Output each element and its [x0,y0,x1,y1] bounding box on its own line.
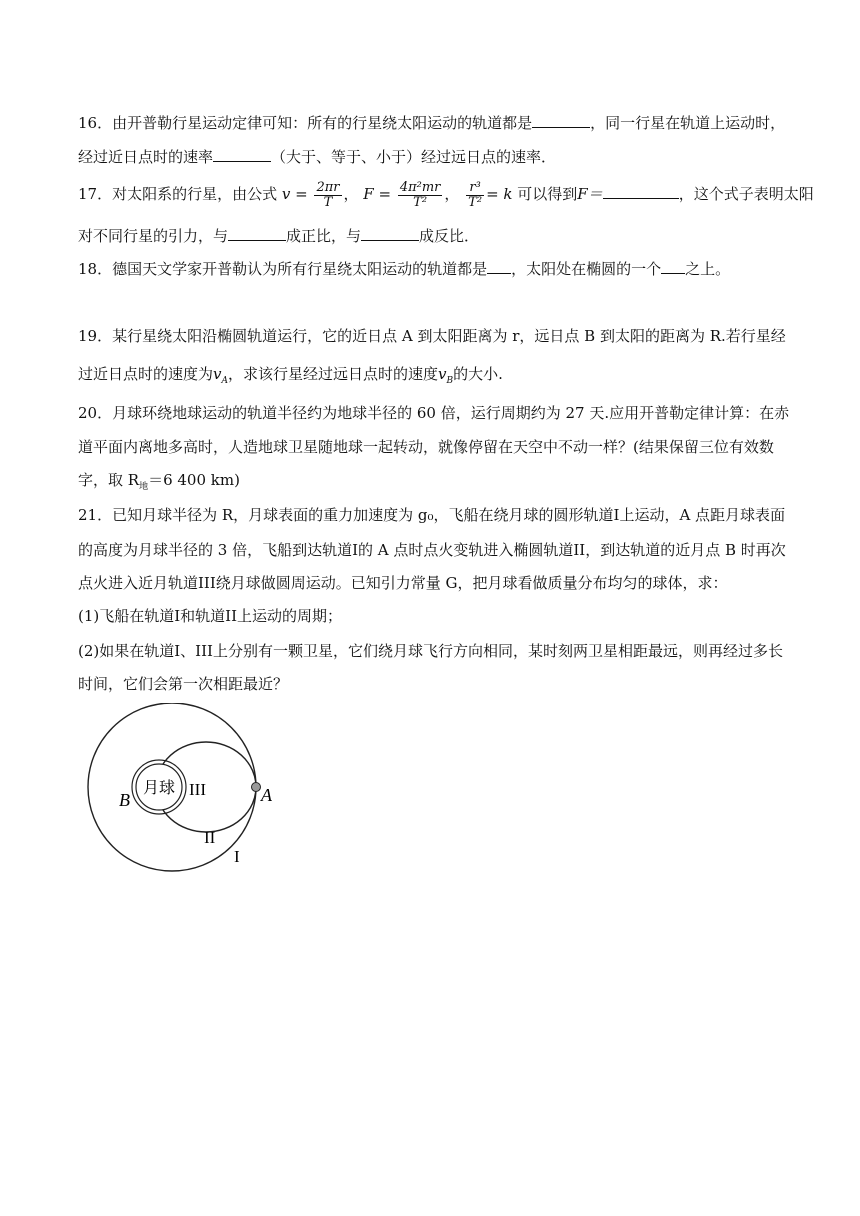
q17-blank-1 [603,184,679,199]
q17-text-e: 对不同行星的引力，与 [78,227,229,245]
q18-blank-1 [487,259,511,274]
q20-text-a: 字，取 R [78,471,140,489]
q17-F-eq: F = [363,185,392,203]
q21-line3: 点火进入近月轨道III绕月球做圆周运动。已知引力常量 G，把月球看做质量分布均匀的球体，求： [78,574,728,592]
q17-mid: 可以得到 [517,185,578,203]
q20-line3 [78,470,778,497]
q19-text-c: 的大小. [453,365,503,383]
q16-text-d: （大于、等于、小于）经过远日点的速率． [271,148,557,166]
q19-vB-sub: B [446,376,454,386]
q19-text-a: 过近日点时的速度为 [78,365,214,383]
q16-blank-1 [532,113,590,128]
q16-blank-2 [213,147,271,162]
q17-F-num: 4π²mr [399,179,441,195]
q17-F-den: T² [413,194,428,210]
q16-line1 [78,113,786,133]
moon-label: 月球 [142,778,176,797]
q21-part2-line1: (2)如果在轨道I、III上分别有一颗卫星，它们绕月球飞行方向相同，某时刻两卫星相距最远，则再经过多长 [78,642,783,660]
point-A-dot [252,783,261,792]
q20-line1: 20．月球环绕地球运动的轨道半径约为地球半径的 60 倍，运行周期约为 27 天.应用开普勒定律计算：在赤 [78,404,790,422]
q18-line [78,259,778,279]
q17-v-num: 2πr [316,179,340,195]
q20-line2: 道平面内离地多高时，人造地球卫星随地球一起转动，就像停留在天空中不动一样？(结果保留三位有效数 [78,438,774,456]
q20-text-b: ＝6 400 km) [148,471,240,489]
label-II: II [204,828,216,847]
q16-text-c: 经过近日点时的速率 [78,148,214,166]
q18-text-c: 之上。 [685,260,731,278]
q17-k-den: T² [468,194,483,210]
label-III: III [189,780,206,799]
q21-part2-line2: 时间，它们会第一次相距最近？ [78,675,289,693]
q17-v-den: T [323,194,333,210]
q20-sub: 地 [139,482,149,492]
q17-k-eq: = k [486,185,513,203]
q17-blank-2 [228,226,286,241]
q17-line1: 17．对太阳系的行星，由公式 v = $\frac{2\pi r}{T}$ ， F = $\frac{\text{4π²mr}}{\text{T²}}$ ， $\frac{\text{r³}}{\text{T²}}$ = k 可以得到F＝ ，这个式子表明太阳 [78,179,814,210]
q19-vB: v [438,365,447,383]
label-I: I [234,847,240,866]
q17-v-fraction [314,181,341,210]
q19-line1: 19．某行星绕太阳沿椭圆轨道运行，它的近日点 A 到太阳距离为 r，远日点 B 到太阳的距离为 R.若行星经 [78,327,786,345]
q18-text-b: ，太阳处在椭圆的一个 [511,260,662,278]
q16-line2 [78,147,778,167]
q17-blank-3 [361,226,419,241]
q19-vA-sub: A [221,376,228,386]
q16-text-b: ，同一行星在轨道上运动时， [590,114,786,132]
q16-text-a: 16．由开普勒行星运动定律可知：所有的行星绕太阳运动的轨道都是 [78,114,533,132]
q19-text-b: ，求该行星经过远日点时的速度 [228,365,439,383]
q17-lead: 17．对太阳系的行星，由公式 [78,185,278,203]
q21-line2: 的高度为月球半径的 3 倍，飞船到达轨道I的 A 点时点火变轨进入椭圆轨道II，到达轨道的近月点 B 时再次 [78,541,786,559]
label-A: A [261,785,272,805]
q21-line1: 21．已知月球半径为 R，月球表面的重力加速度为 g₀，飞船在绕月球的圆形轨道I上运动，A 点距月球表面 [78,506,786,524]
orbit-diagram [82,703,272,883]
q17-text-f: 成正比，与 [286,227,362,245]
q17-tail: ，这个式子表明太阳 [678,185,814,203]
q18-blank-2 [661,259,685,274]
q18-text-a: 18．德国天文学家开普勒认为所有行星绕太阳运动的轨道都是 [78,260,488,278]
q17-v-eq: v = [281,185,308,203]
label-B: B [119,790,130,810]
q17-F-fraction [398,181,443,210]
q17-k-fraction [466,181,484,210]
q21-part1: (1)飞船在轨道I和轨道II上运动的周期； [78,607,343,625]
q19-line2 [78,364,778,391]
q17-line2 [78,226,778,246]
q17-F-label: F＝ [577,185,603,203]
q17-k-num: r³ [466,181,484,196]
q19-vA: v [213,365,222,383]
q17-text-g: 成反比． [419,227,480,245]
